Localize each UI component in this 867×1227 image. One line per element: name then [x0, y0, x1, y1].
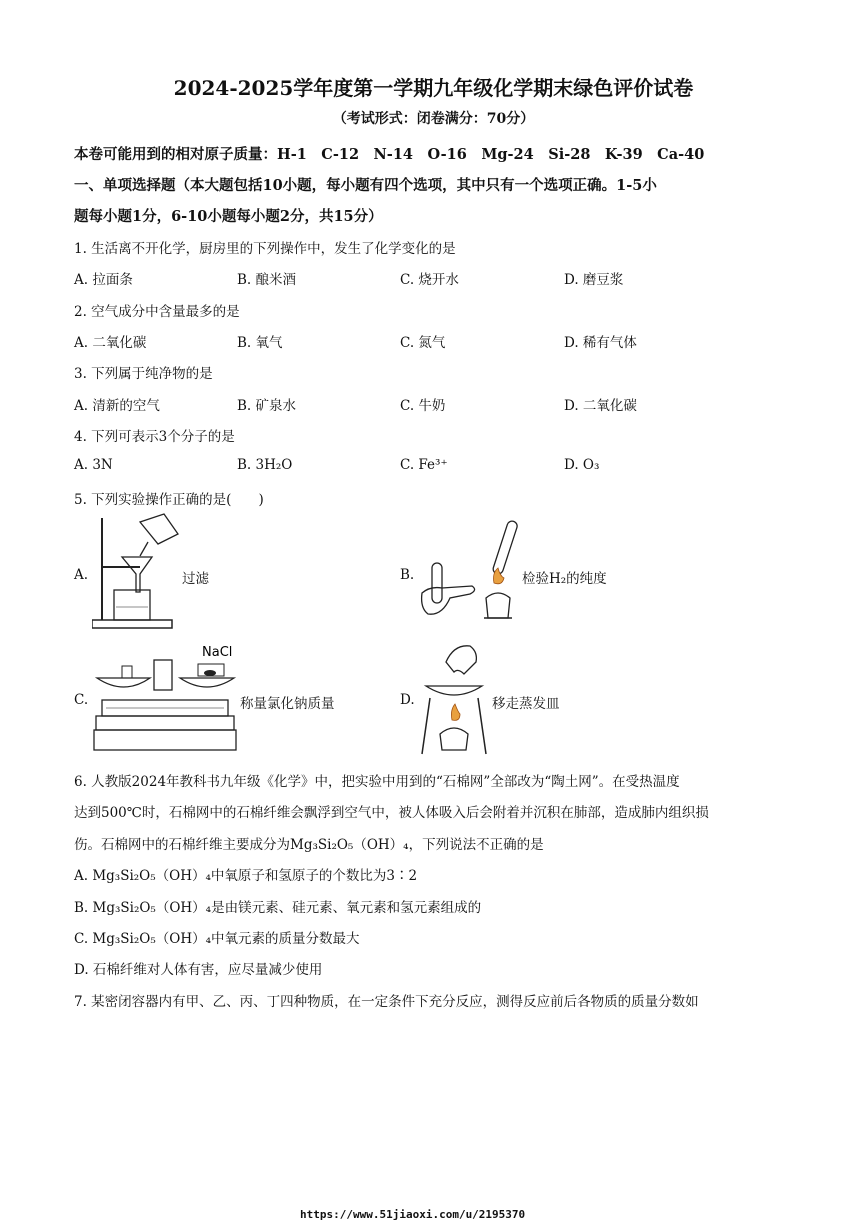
q1-option-b: B. 酿米酒 [237, 272, 297, 288]
q2-option-b: B. 氧气 [237, 335, 283, 351]
q4-option-d: D. O₃ [564, 457, 600, 473]
q6-option-d: D. 石棉纤维对人体有害，应尽量减少使用 [74, 962, 323, 978]
q3-option-d: D. 二氧化碳 [564, 398, 637, 414]
filtration-apparatus-illustration [92, 512, 182, 632]
q3-option-c: C. 牛奶 [400, 398, 446, 414]
q5-stem: 5. 下列实验操作正确的是( ) [74, 492, 264, 508]
q5-option-a-letter: A. [74, 567, 89, 583]
q6-option-b: B. Mg₃Si₂O₅（OH）₄是由镁元素、硅元素、氧元素和氢元素组成的 [74, 900, 482, 916]
q1-stem: 1. 生活离不开化学，厨房里的下列操作中，发生了化学变化的是 [74, 241, 456, 257]
q7-stem: 7. 某密闭容器内有甲、乙、丙、丁四种物质，在一定条件下充分反应，测得反应前后各物质的质量分数如 [74, 994, 699, 1010]
section1-line2: 题每小题1分，6-10小题每小题2分，共15分） [74, 208, 383, 225]
exam-title: 2024-2025学年度第一学期九年级化学期末绿色评价试卷 [173, 76, 694, 100]
q2-option-d: D. 稀有气体 [564, 335, 637, 351]
q3-option-a: A. 清新的空气 [74, 398, 160, 414]
q4-option-a: A. 3N [74, 457, 113, 473]
q4-option-c: C. Fe³⁺ [400, 457, 448, 473]
evaporating-dish-illustration [420, 642, 490, 757]
q6-stem-line2: 达到500℃时，石棉网中的石棉纤维会飘浮到空气中，被人体吸入后会附着并沉积在肺部，造成肺内组织损 [74, 805, 709, 821]
section1-line1: 一、单项选择题（本大题包括10小题，每小题有四个选项，其中只有一个选项正确。1-5小 [74, 177, 657, 194]
q5-option-d-letter: D. [400, 692, 415, 708]
hydrogen-test-illustration [420, 518, 520, 628]
q6-option-c: C. Mg₃Si₂O₅（OH）₄中氧元素的质量分数最大 [74, 931, 360, 947]
q5-option-d-caption: 移走蒸发皿 [492, 696, 560, 712]
q4-stem: 4. 下列可表示3个分子的是 [74, 429, 235, 445]
q6-stem-line3: 伤。石棉网中的石棉纤维主要成分为Mg₃Si₂O₅（OH）₄，下列说法不正确的是 [74, 837, 544, 853]
q1-option-a: A. 拉面条 [74, 272, 133, 288]
q2-option-c: C. 氮气 [400, 335, 446, 351]
q6-stem-line1: 6. 人教版2024年教科书九年级《化学》中，把实验中用到的“石棉网”全部改为“陶土网”。在受热温度 [74, 774, 680, 790]
q1-option-c: C. 烧开水 [400, 272, 459, 288]
balance-scale-illustration [92, 642, 237, 757]
q5-option-a-caption: 过滤 [182, 571, 209, 587]
q2-option-a: A. 二氧化碳 [74, 335, 147, 351]
exam-subtitle: （考试形式：闭卷满分：70分） [332, 111, 535, 127]
q1-option-d: D. 磨豆浆 [564, 272, 624, 288]
q2-stem: 2. 空气成分中含量最多的是 [74, 304, 240, 320]
nacl-label: NaCl [202, 645, 233, 660]
q4-option-b: B. 3H₂O [237, 457, 293, 473]
q3-stem: 3. 下列属于纯净物的是 [74, 366, 213, 382]
q5-option-b-caption: 检验H₂的纯度 [522, 571, 607, 587]
q3-option-b: B. 矿泉水 [237, 398, 297, 414]
q6-option-a: A. Mg₃Si₂O₅（OH）₄中氧原子和氢原子的个数比为3∶2 [74, 868, 418, 884]
q5-option-c-letter: C. [74, 692, 89, 708]
q5-option-b-letter: B. [400, 567, 415, 583]
footer-url[interactable]: https://www.51jiaoxi.com/u/2195370 [300, 1208, 526, 1221]
q5-option-c-caption: 称量氯化钠质量 [240, 696, 335, 712]
atomic-masses: 本卷可能用到的相对原子质量：H-1 C-12 N-14 O-16 Mg-24 Si-28 K-39 Ca-40 [74, 146, 705, 163]
